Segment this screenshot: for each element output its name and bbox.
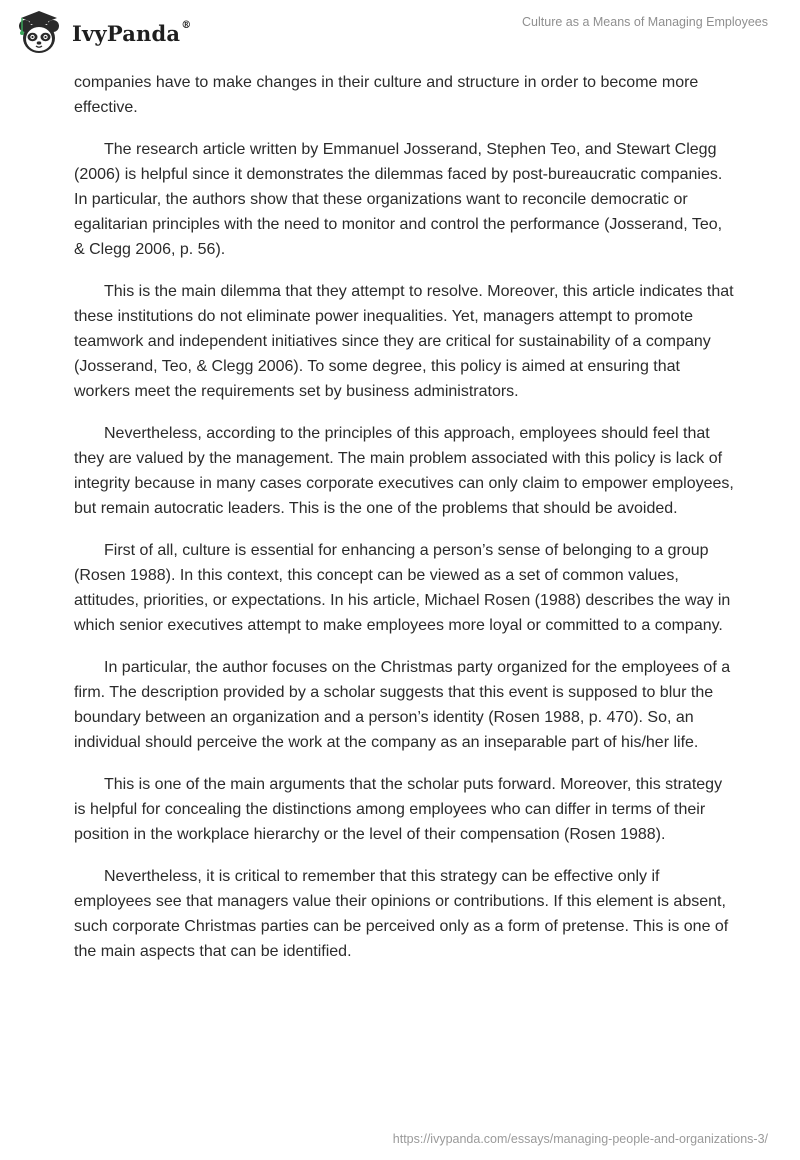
page-header (0, 0, 800, 66)
brand-name (72, 21, 191, 46)
registered-mark: ® (181, 19, 192, 31)
paragraph: First of all, culture is essential for enhancing a person’s sense of belonging to a group (Rosen 1988). In this context, this concept can be viewed as a set of common values, attitudes, priorities, or expectations. In his article, Michael Rosen (1988) describes the way in which senior executives attempt to make employees more loyal or committed to a company. (74, 542, 731, 634)
paragraph: Nevertheless, according to the principles of this approach, employees should feel that they are valued by the management. The main problem associated with this policy is lack of integrity because in many cases corporate executives can only claim to empower employees, but remain autocratic leaders. This is the one of the problems that should be avoided. (74, 425, 734, 517)
panda-graduate-icon (14, 8, 64, 58)
paragraph: companies have to make changes in their culture and structure in order to become more effective. (74, 74, 699, 116)
paragraph: In particular, the author focuses on the Christmas party organized for the employees of a firm. The description provided by a scholar suggests that this event is supposed to blur the boundary between an organization and a person’s identity (Rosen 1988, p. 470). So, an individual should perceive the work at the company as an inseparable part of his/her life. (74, 659, 731, 751)
paragraph: Nevertheless, it is critical to remember that this strategy can be effective only if employees see that managers value their opinions or contributions. If this element is absent, such corporate Christmas parties can be perceived only as a form of pretense. This is one of the main aspects that can be identified. (74, 868, 729, 960)
paragraph: The research article written by Emmanuel Josserand, Stephen Teo, and Stewart Clegg (2006) is helpful since it demonstrates the dilemmas faced by post-bureaucratic companies. In particular, the authors show that these organizations want to reconcile democratic or egalitarian principles with the need to monitor and control the performance (Josserand, Teo, & Clegg 2006, p. 56). (74, 141, 723, 258)
brand-label: IvyPanda (72, 20, 181, 46)
essay-body (74, 70, 734, 981)
source-url-link[interactable]: https://ivypanda.com/essays/managing-people-and-organizations-3/ (392, 1132, 768, 1146)
ivypanda-logo[interactable] (14, 8, 191, 58)
paragraph: This is the main dilemma that they attempt to resolve. Moreover, this article indicates that these institutions do not eliminate power inequalities. Yet, managers attempt to promote teamwork and independent initiatives since they are critical for sustainability of a company (Josserand, Teo, & Clegg 2006). To some degree, this policy is aimed at ensuring that workers meet the requirements set by business administrators. (74, 283, 734, 400)
paragraph: This is one of the main arguments that the scholar puts forward. Moreover, this strategy is helpful for concealing the distinctions among employees who can differ in terms of their position in the workplace hierarchy or the level of their compensation (Rosen 1988). (74, 776, 723, 843)
document-title: Culture as a Means of Managing Employees (522, 15, 768, 29)
